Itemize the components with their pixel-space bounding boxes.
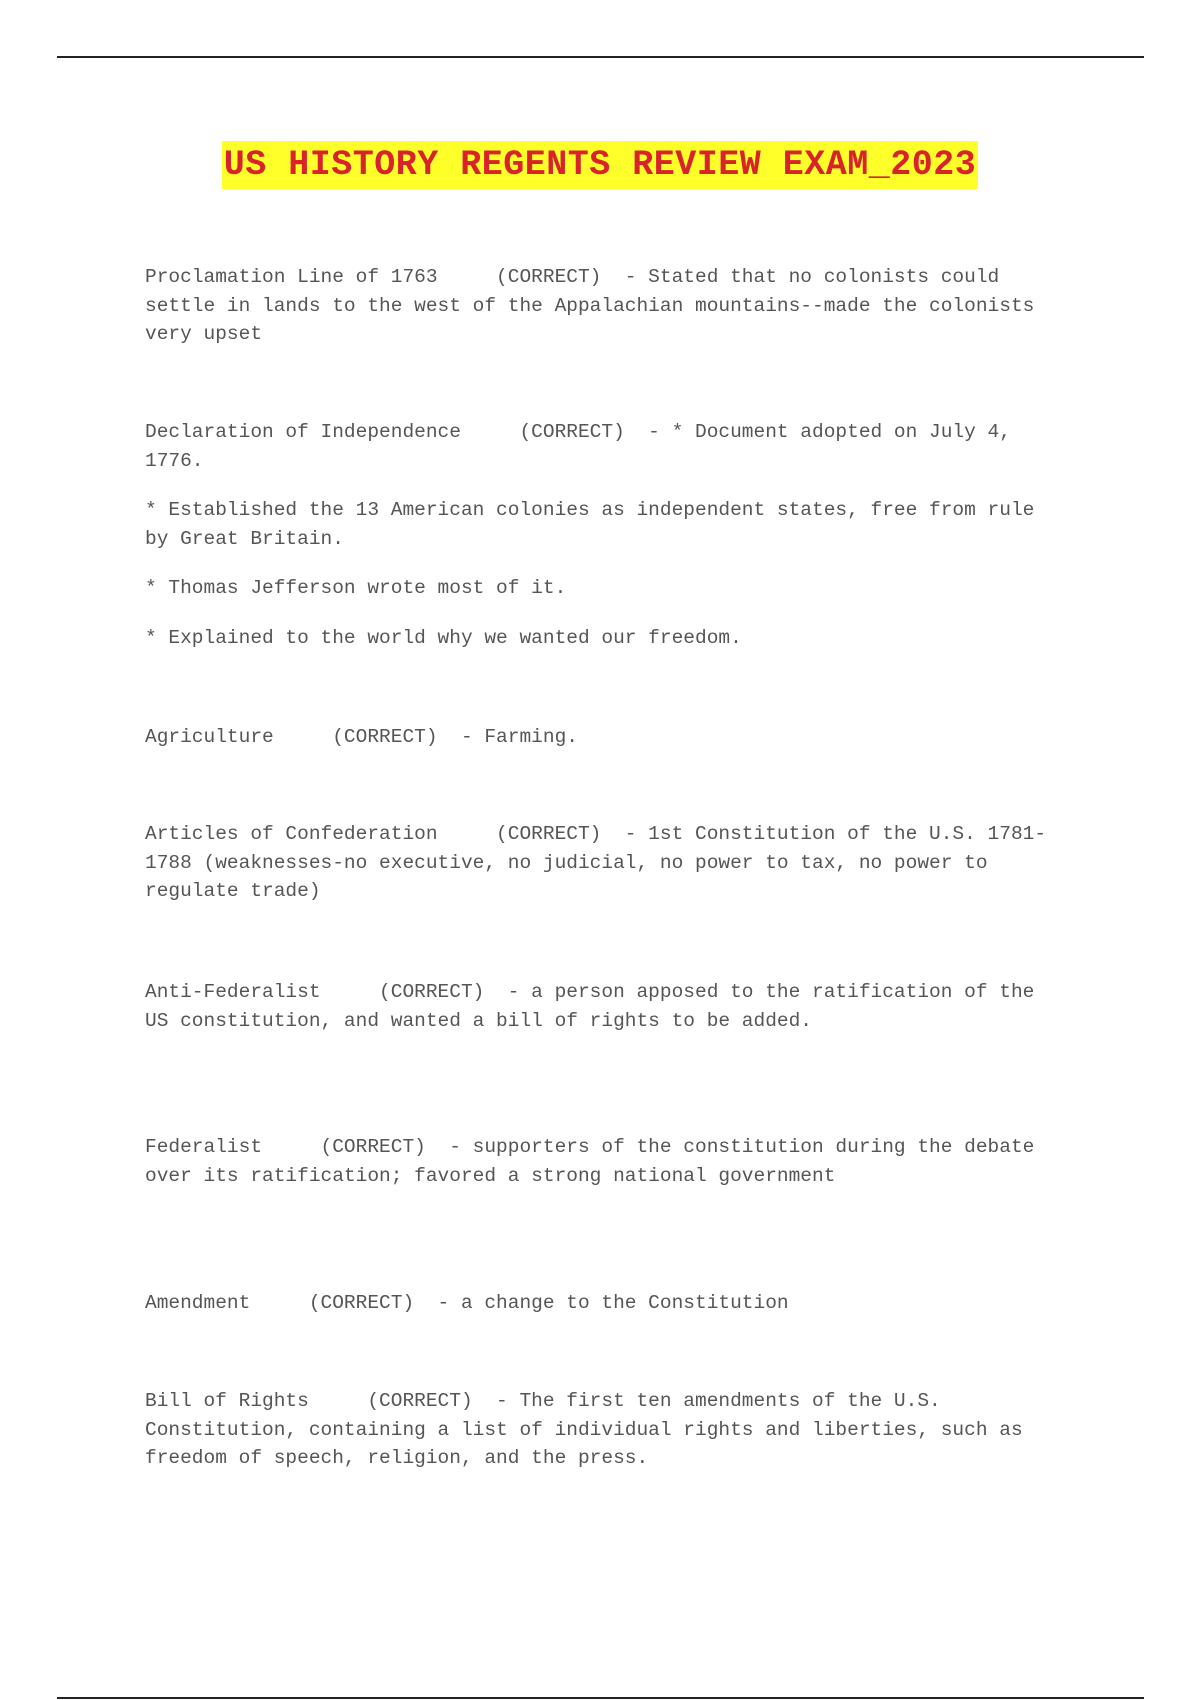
entry-text: Articles of Confederation (CORRECT) - 1st Constitution of the U.S. 1781-1788 (weaknesses-no executive, no judicial, no power to tax, no power to regulate trade) xyxy=(145,823,1047,902)
entry-text: Amendment (CORRECT) - a change to the Constitution xyxy=(145,1292,789,1314)
entry-text: Bill of Rights (CORRECT) - The first ten amendments of the U.S. Constitution, containing a list of individual rights and liberties, such as freedom of speech, religion, and the press. xyxy=(145,1390,1035,1469)
entry-text: Federalist (CORRECT) - supporters of the constitution during the debate over its ratification; favored a strong national government xyxy=(145,1136,1047,1187)
entry-bullet: * Thomas Jefferson wrote most of it. xyxy=(145,577,567,599)
entry-proclamation-line xyxy=(145,263,1065,349)
entry-anti-federalist xyxy=(145,978,1065,1035)
entry-text: Declaration of Independence (CORRECT) - * Document adopted on July 4, 1776. xyxy=(145,421,1023,472)
top-divider xyxy=(57,56,1144,58)
entry-articles-of-confederation xyxy=(145,820,1065,906)
entry-text: Agriculture (CORRECT) - Farming. xyxy=(145,726,578,748)
document-title: US HISTORY REGENTS REVIEW EXAM_2023 xyxy=(222,141,979,189)
entry-text: Anti-Federalist (CORRECT) - a person apposed to the ratification of the US constitution, and wanted a bill of rights to be added. xyxy=(145,981,1047,1032)
entry-text: Proclamation Line of 1763 (CORRECT) - Stated that no colonists could settle in lands to the west of the Appalachian mountains--made the colonists very upset xyxy=(145,266,1047,345)
entry-federalist xyxy=(145,1133,1065,1190)
bottom-divider xyxy=(57,1697,1144,1699)
entry-amendment xyxy=(145,1289,1065,1318)
entry-agriculture xyxy=(145,723,1065,752)
title-container xyxy=(0,141,1200,189)
entry-declaration-of-independence xyxy=(145,418,1065,652)
entry-bill-of-rights xyxy=(145,1387,1065,1473)
entry-bullet: * Explained to the world why we wanted our freedom. xyxy=(145,626,742,649)
entry-bullet: * Established the 13 American colonies as independent states, free from rule by Great Britain. xyxy=(145,499,1047,550)
